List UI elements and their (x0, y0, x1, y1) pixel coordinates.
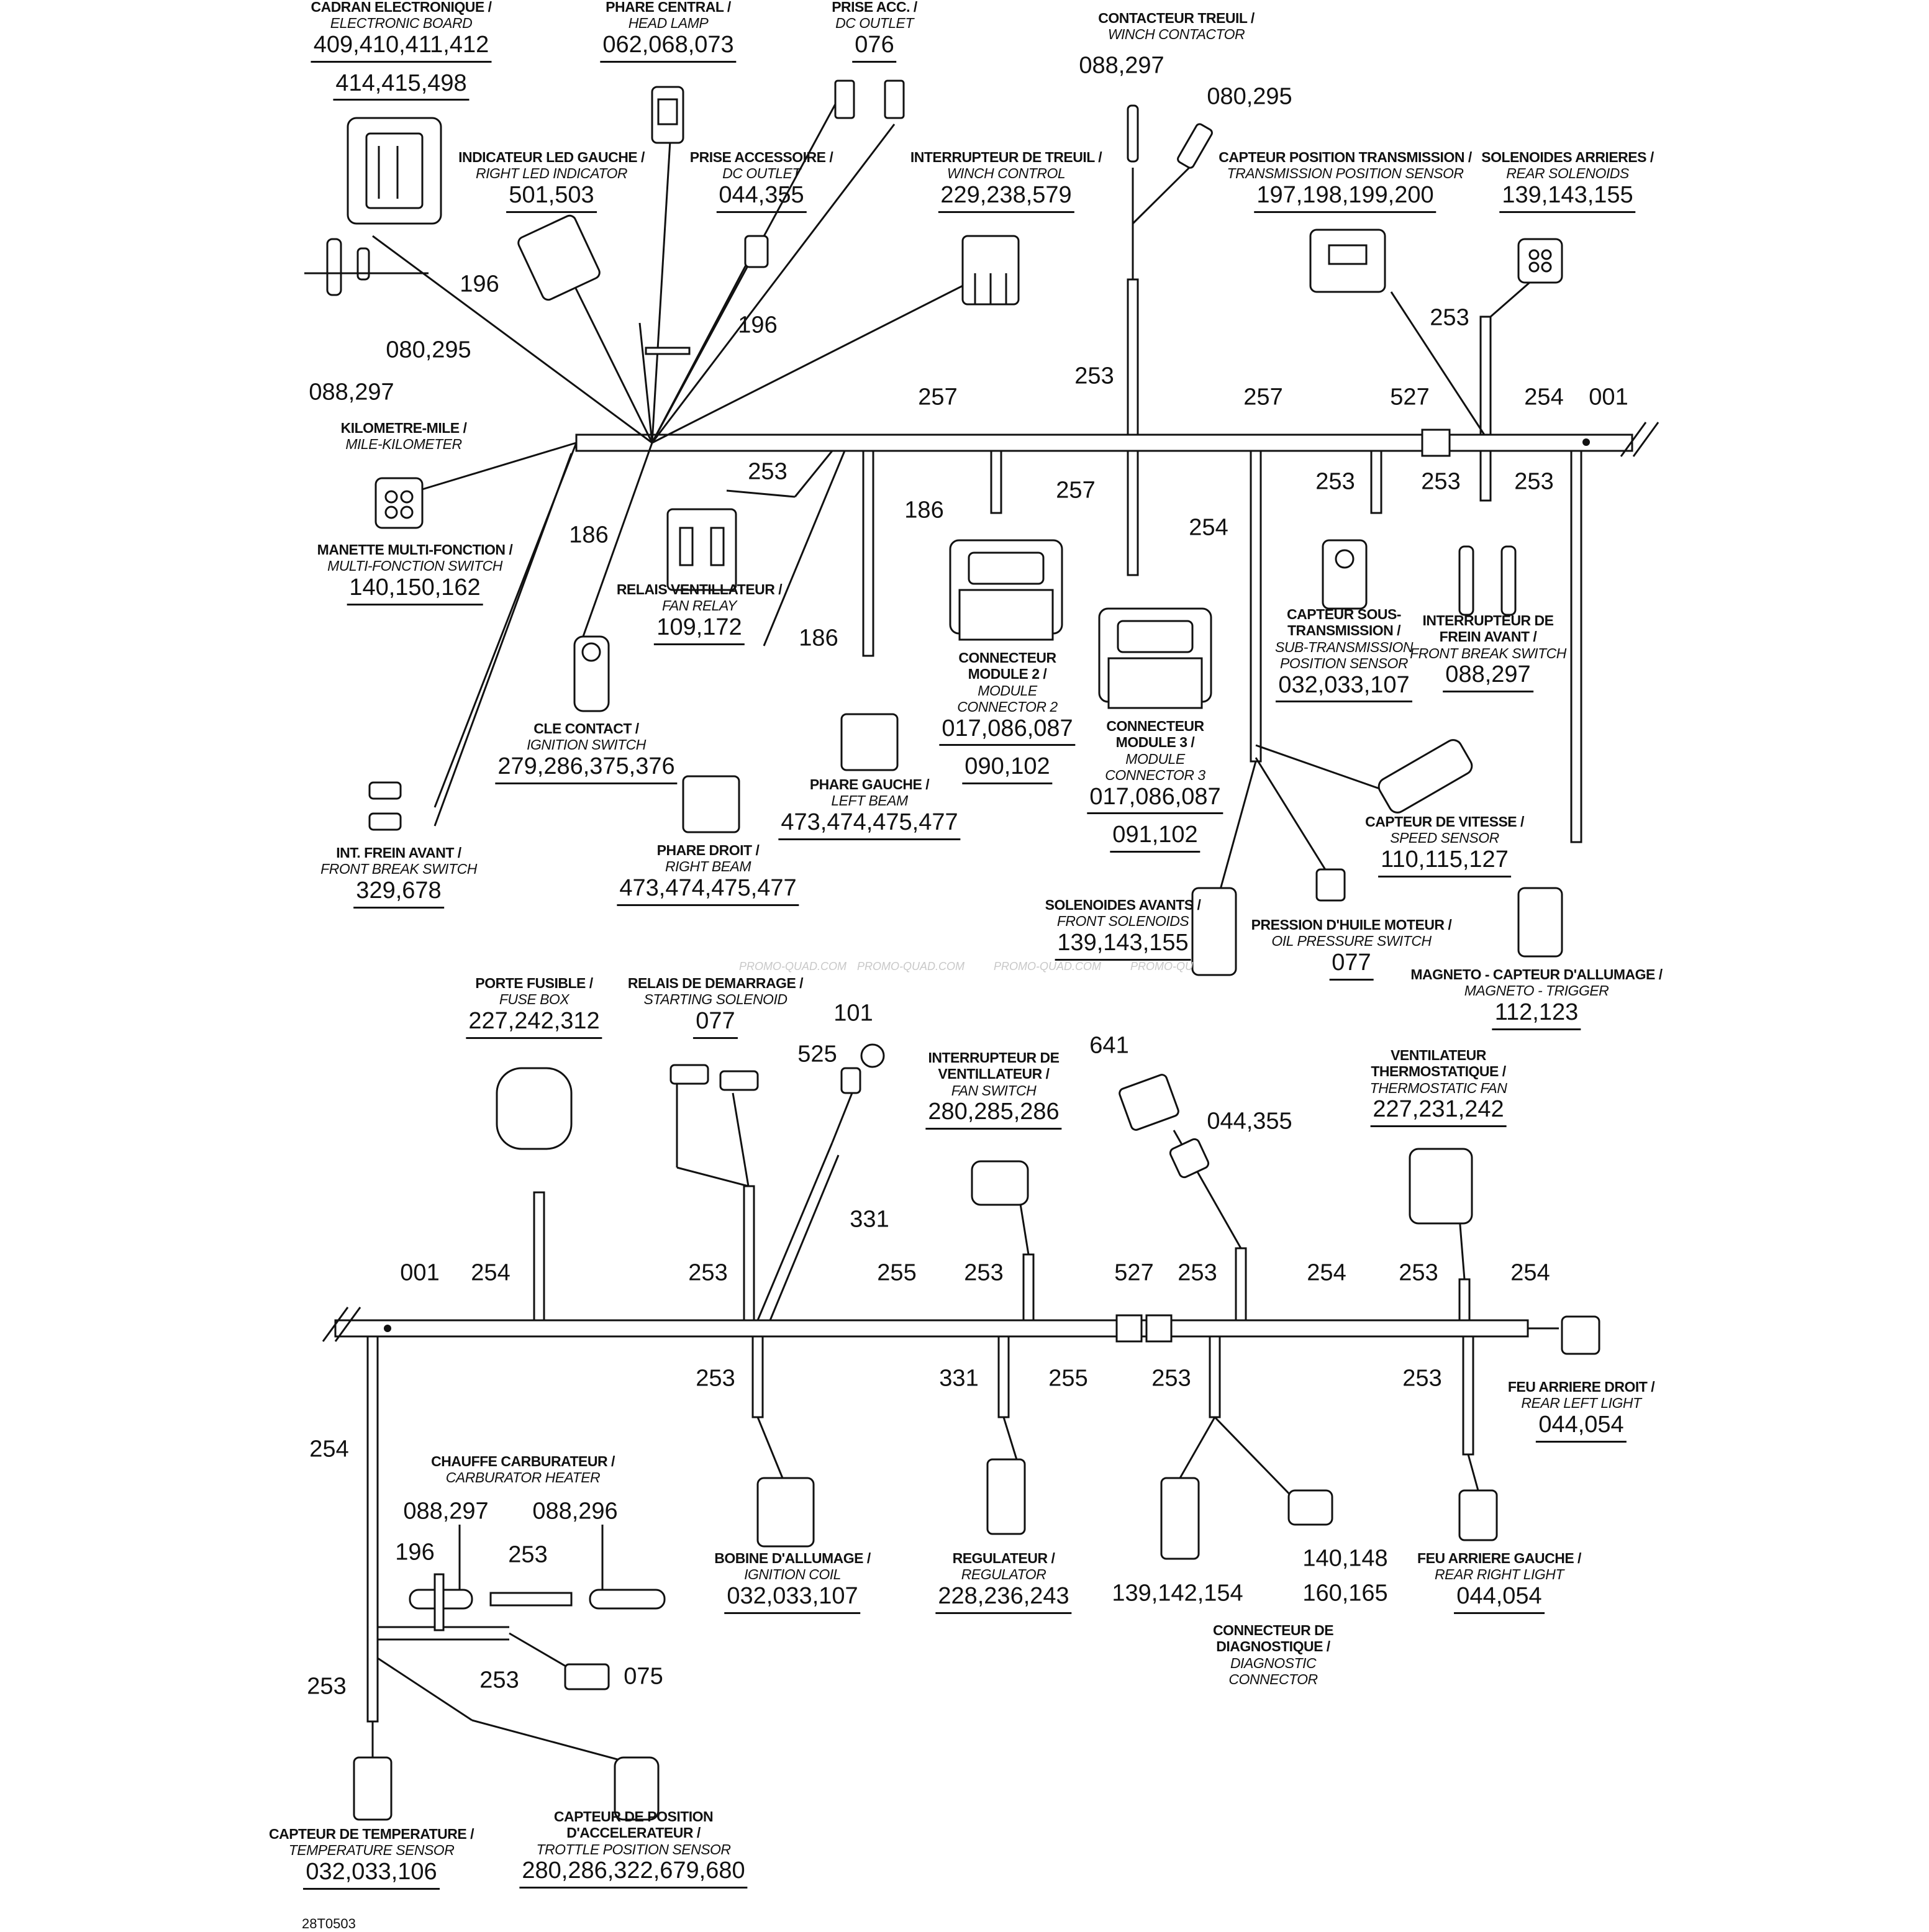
wire-callout: 001 (1589, 384, 1628, 410)
mile-km-connector-icon (376, 478, 422, 528)
front-brake-label (320, 845, 477, 916)
part-number: 044,054 (1454, 1583, 1544, 1614)
label-fr: FEU ARRIERE GAUCHE / (1417, 1550, 1581, 1566)
branch-diag (1210, 1336, 1220, 1417)
label-fr: CONNECTEUR MODULE 3 / (1106, 718, 1204, 751)
fan-switch-label (925, 1050, 1061, 1137)
wire-callout: 331 (850, 1206, 889, 1233)
label-en: OIL PRESSURE SWITCH (1271, 933, 1432, 950)
label-en: FUSE BOX (499, 991, 570, 1008)
label-en: THERMOSTATIC FAN (1369, 1079, 1507, 1096)
label-en: FRONT BREAK SWITCH (320, 861, 477, 878)
part-number: 077 (693, 1008, 737, 1039)
label-en: WINCH CONTACTOR (1107, 26, 1245, 43)
dc-ground-196: 196 (738, 312, 778, 338)
part-number: 091,102 (1110, 822, 1200, 853)
wire-callout: 253 (1421, 468, 1461, 495)
branch-module3 (1128, 451, 1138, 575)
label-fr: PHARE DROIT / (656, 842, 760, 858)
branch-magneto (1571, 451, 1581, 842)
label-en: STARTING SOLENOID (643, 991, 787, 1008)
electronic-board-connector-icon (348, 118, 441, 224)
electronic-board-label (311, 0, 491, 108)
wire-callout: 254 (1307, 1259, 1346, 1286)
trans-position-connector-icon (1310, 230, 1385, 292)
ignition-coil-label (714, 1550, 871, 1621)
wire-callout: 253 (1151, 1365, 1191, 1392)
branch-254-mid (1251, 451, 1261, 761)
part-number: 032,033,107 (1276, 672, 1412, 703)
label-en: TEMPERATURE SENSOR (288, 1842, 455, 1859)
splice-527-lower-a (1117, 1315, 1142, 1341)
wire-callout: 253 (1430, 304, 1469, 331)
branch-sub-trans (1371, 451, 1381, 513)
part-number: 227,242,312 (466, 1008, 602, 1039)
label-fr: CONNECTEUR DE DIAGNOSTIQUE / (1212, 1622, 1334, 1655)
label-fr: INTERRUPTEUR DE FREIN AVANT / (1422, 612, 1554, 645)
left-beam-label (778, 776, 960, 848)
wire-callout: 254 (471, 1259, 511, 1286)
winch-contactor-part-a: 088,297 (1079, 52, 1164, 79)
board-ground-terminals-icon (304, 239, 429, 295)
part-number: 017,086,087 (939, 715, 1075, 746)
diag-connector-b-icon (1289, 1490, 1332, 1525)
led-indicator-connector-icon (516, 214, 601, 302)
part-number: 139,143,155 (1055, 930, 1191, 961)
accessory-outlet-label (690, 149, 833, 220)
wire-callout: 253 (688, 1259, 728, 1286)
label-en: FAN RELAY (662, 597, 737, 614)
wire-callout: 257 (1243, 384, 1283, 410)
part-number: 062,068,073 (600, 32, 736, 63)
lower-main-harness (335, 1320, 1528, 1336)
wire-callout: 253 (479, 1667, 519, 1694)
dc-outlet-terminal-icon (835, 81, 904, 118)
winch-control-label (910, 149, 1102, 220)
label-fr: PRISE ACCESSOIRE / (689, 149, 833, 165)
fuse-box-icon (497, 1068, 571, 1149)
front-brake-terminals-icon (1459, 546, 1515, 615)
label-fr: MAGNETO - CAPTEUR D'ALLUMAGE / (1410, 966, 1663, 982)
branch-fuse-box (534, 1192, 544, 1320)
sub-trans-label (1275, 606, 1413, 710)
label-en: MILE-KILOMETER (345, 436, 462, 453)
label-fr: FEU ARRIERE DROIT / (1507, 1379, 1655, 1395)
label-en: RIGHT LED INDICATOR (476, 165, 627, 182)
label-fr: PRISE ACC. / (832, 0, 917, 15)
front-solenoids-label (1045, 897, 1201, 968)
label-fr: INDICATEUR LED GAUCHE / (458, 149, 645, 165)
label-en: MAGNETO - TRIGGER (1464, 982, 1609, 999)
watermark: PROMO-QUAD.COM (739, 960, 846, 973)
wire-callout: 253 (1074, 363, 1114, 389)
thermo-fan-label (1370, 1047, 1507, 1135)
wire-callout: 253 (307, 1673, 347, 1700)
wire-callout: 641 (1089, 1032, 1129, 1059)
sub-trans-connector-icon (1323, 540, 1366, 609)
fan-relay-label (617, 581, 782, 653)
label-en: IGNITION COIL (744, 1566, 841, 1583)
part-number: 473,474,475,477 (617, 875, 799, 906)
branch-winch-contactor (1128, 279, 1138, 435)
label-fr: CAPTEUR DE VITESSE / (1365, 814, 1524, 830)
carb-heater-label (431, 1453, 615, 1486)
part-number: 077 (1329, 950, 1373, 981)
label-fr: PORTE FUSIBLE / (475, 975, 593, 991)
wire-callout: 253 (748, 458, 787, 485)
ground-dot-001-upper (1582, 438, 1590, 446)
fan-relay-icon (668, 509, 736, 590)
part-number: 414,415,498 (333, 70, 469, 101)
wire-callout: 253 (1514, 468, 1554, 495)
part-number: 032,033,106 (303, 1859, 439, 1890)
label-fr: CAPTEUR DE TEMPERATURE / (268, 1826, 474, 1842)
label-fr: CHAUFFE CARBURATEUR / (431, 1453, 615, 1469)
regulator-label (935, 1550, 1071, 1621)
part-number: 032,033,107 (724, 1583, 860, 1614)
label-en: DC OUTLET (835, 15, 914, 32)
label-fr: CONNECTEUR MODULE 2 / (958, 650, 1056, 683)
label-fr: RELAIS DE DEMARRAGE / (627, 975, 804, 991)
wire-callout: 254 (1510, 1259, 1550, 1286)
ground-dot-001-lower (384, 1325, 391, 1332)
wire-callout: 525 (797, 1041, 837, 1068)
label-fr: RELAIS VENTILLATEUR / (616, 581, 783, 597)
connector-075-icon (565, 1664, 609, 1689)
label-fr: CLE CONTACT / (533, 720, 639, 737)
ignition-switch-connector-icon (574, 637, 609, 711)
diag-part-a: 139,142,154 (1112, 1580, 1243, 1607)
part-number: 109,172 (654, 614, 744, 645)
splice-527-upper (1422, 430, 1450, 456)
right-beam-label (617, 842, 799, 914)
head-lamp-connector-icon (652, 87, 683, 143)
part-number: 229,238,579 (938, 182, 1074, 213)
branch-front-brake (1481, 451, 1491, 501)
connector-641-icon (1118, 1073, 1210, 1179)
speed-sensor-label (1365, 814, 1524, 885)
wire-callout: 254 (1524, 384, 1564, 410)
wire-callout: 255 (1048, 1365, 1088, 1392)
branch-044 (1236, 1248, 1246, 1320)
dc-outlet-label (832, 0, 917, 70)
label-fr: INTERRUPTEUR DE TREUIL / (910, 149, 1102, 165)
label-en: FRONT BREAK SWITCH (1410, 645, 1566, 661)
multi-switch-label (317, 542, 513, 613)
board-ground-196: 196 (460, 271, 499, 297)
part-number: 329,678 (353, 878, 443, 909)
harness-break-mark-upper (1633, 422, 1658, 456)
wire-callout: 196 (395, 1539, 435, 1566)
watermark: PROMO-QUAD.COM (857, 960, 964, 973)
branch-starting-solenoid (744, 1186, 754, 1320)
throttle-sensor-label (519, 1808, 747, 1896)
label-en: FAN SWITCH (951, 1082, 1037, 1099)
starting-solenoid-terminals-icon (671, 1065, 758, 1090)
thermo-fan-connector-icon (1410, 1149, 1472, 1223)
part-number: 112,123 (1492, 999, 1581, 1030)
carb-heater-part-a: 088,297 (403, 1498, 489, 1525)
label-fr: CADRAN ELECTRONIQUE / (311, 0, 492, 15)
wire-callout: 527 (1390, 384, 1430, 410)
label-en: MULTI-FONCTION SWITCH (327, 558, 502, 574)
wire-callout: 254 (1189, 514, 1228, 541)
front-brake-switch-label (1410, 612, 1566, 700)
part-number: 044,054 (1536, 1412, 1626, 1443)
label-fr: VENTILATEUR THERMOSTATIQUE / (1371, 1047, 1506, 1080)
drawing-code: 28T0503 (302, 1916, 356, 1931)
part-number: 228,236,243 (935, 1583, 1071, 1614)
module3-label (1087, 718, 1223, 860)
part-number: 017,086,087 (1087, 784, 1223, 815)
accessory-outlet-connector-icon (745, 236, 768, 267)
label-en: IGNITION SWITCH (527, 737, 646, 753)
part-number: 227,231,242 (1370, 1096, 1506, 1127)
label-en: CARBURATOR HEATER (445, 1469, 601, 1486)
part-number: 279,286,375,376 (495, 753, 677, 784)
label-en: RIGHT BEAM (665, 858, 751, 875)
wire-callout: 186 (799, 625, 838, 651)
branch-ignition-coil (753, 1336, 763, 1417)
label-fr: PRESSION D'HUILE MOTEUR / (1251, 917, 1452, 933)
module2-label (939, 650, 1075, 792)
left-beam-connector-icon (842, 714, 897, 770)
label-en: DC OUTLET (722, 165, 801, 182)
board-ground-080: 080,295 (386, 337, 471, 363)
branch-regulator (999, 1336, 1009, 1417)
wire-callout: 253 (1315, 468, 1355, 495)
label-en: SUB-TRANSMISSION POSITION SENSOR (1274, 638, 1414, 672)
wire-callout: 253 (508, 1541, 548, 1568)
label-fr: REGULATEUR / (952, 1550, 1055, 1566)
wire-callout: 331 (939, 1365, 979, 1392)
branch-254-lower (368, 1336, 378, 1721)
label-en: FRONT SOLENOIDS (1056, 913, 1189, 930)
wire-callout: 257 (1056, 477, 1096, 504)
label-fr: CAPTEUR SOUS- TRANSMISSION / (1287, 606, 1401, 639)
label-en: DIAGNOSTIC CONNECTOR (1228, 1654, 1318, 1688)
wire-callout: 253 (1399, 1259, 1438, 1286)
part-number: 090,102 (962, 753, 1052, 784)
regulator-connector-icon (987, 1459, 1025, 1534)
branch-thermo-fan (1459, 1279, 1469, 1320)
speed-sensor-connector-icon (1376, 737, 1475, 816)
label-en: REAR LEFT LIGHT (1521, 1395, 1641, 1412)
oil-pressure-connector-icon (1317, 869, 1345, 900)
magneto-label (1410, 966, 1662, 1038)
part-number: 110,115,127 (1378, 846, 1511, 878)
wire-callout: 001 (400, 1259, 440, 1286)
fan-switch-connector-icon (972, 1161, 1028, 1205)
part-number: 076 (852, 32, 896, 63)
label-en: WINCH CONTROL (946, 165, 1066, 182)
label-fr: PHARE CENTRAL / (606, 0, 731, 15)
wire-callout: 255 (877, 1259, 917, 1286)
rear-left-light-label (1508, 1379, 1654, 1450)
diag-part-b2: 160,165 (1302, 1580, 1388, 1607)
label-en: SPEED SENSOR (1390, 830, 1499, 846)
module2-connector-icon (950, 540, 1062, 640)
label-en: TRANSMISSION POSITION SENSOR (1227, 165, 1464, 182)
branch-module2 (991, 451, 1001, 513)
wire-callout: 101 (833, 1000, 873, 1027)
rear-right-light-connector-icon (1459, 1490, 1497, 1540)
label-fr: CAPTEUR DE POSITION D'ACCELERATEUR / (553, 1808, 714, 1841)
part-number: 280,286,322,679,680 (519, 1857, 747, 1889)
rear-solenoids-connector-icon (1518, 239, 1562, 283)
wire-callout: 253 (1178, 1259, 1217, 1286)
wire-callout: 186 (904, 497, 944, 524)
trans-position-label (1219, 149, 1471, 220)
label-fr: INTERRUPTEUR DE VENTILLATEUR / (928, 1050, 1060, 1082)
temp-sensor-label (269, 1826, 474, 1897)
label-en: REGULATOR (961, 1566, 1046, 1583)
splice-527-lower-b (1146, 1315, 1171, 1341)
starting-solenoid-label (628, 975, 803, 1046)
right-beam-connector-icon (683, 776, 739, 832)
part-number: 140,150,162 (347, 574, 483, 605)
winch-contactor-terminal-icon (1128, 106, 1214, 169)
temp-sensor-connector-icon (354, 1757, 391, 1820)
magneto-connector-icon (1518, 888, 1562, 956)
branch-186-a (863, 451, 873, 656)
label-fr: BOBINE D'ALLUMAGE / (714, 1550, 871, 1566)
front-brake-spade-icon (370, 782, 401, 830)
part-number: 473,474,475,477 (778, 809, 960, 840)
wire-callout: 253 (1402, 1365, 1442, 1392)
label-fr: SOLENOIDES ARRIERES / (1481, 149, 1654, 165)
branch-rear-sol (1481, 317, 1491, 435)
part-number: 044,355 (716, 182, 806, 213)
module3-connector-icon (1099, 609, 1211, 708)
part-number: 088,297 (1443, 661, 1533, 692)
part-number: 409,410,411,412 (311, 32, 491, 63)
label-en: MODULE CONNECTOR 2 (957, 682, 1058, 715)
winch-control-connector-icon (963, 236, 1019, 304)
carb-heater-icon (410, 1574, 665, 1630)
diag-part-b1: 140,148 (1302, 1545, 1388, 1572)
label-en: LEFT BEAM (831, 792, 908, 809)
label-en: MODULE CONNECTOR 3 (1105, 750, 1205, 784)
winch-contactor-part-b: 080,295 (1207, 83, 1292, 110)
rear-right-light-label (1417, 1550, 1581, 1621)
rear-left-light-connector-icon (1562, 1317, 1599, 1354)
winch-contactor-label (1098, 10, 1255, 43)
label-en: REAR SOLENOIDS (1506, 165, 1629, 182)
wire-callout: 254 (309, 1436, 349, 1463)
label-fr: MANETTE MULTI-FONCTION / (317, 542, 513, 558)
head-lamp-label (600, 0, 736, 70)
wire-callout: 186 (569, 522, 609, 548)
branch-rear-right-light (1463, 1336, 1473, 1454)
label-en: REAR RIGHT LIGHT (1435, 1566, 1564, 1583)
label-fr: SOLENOIDES AVANTS / (1045, 897, 1201, 913)
watermark: PROMO-QUAD.COM (994, 960, 1101, 973)
branch-fan-switch (1024, 1254, 1033, 1320)
dc-ground-bolt-icon (646, 348, 689, 354)
wire-callout: 257 (918, 384, 958, 410)
label-fr: CONTACTEUR TREUIL / (1098, 10, 1255, 26)
label-fr: KILOMETRE-MILE / (340, 420, 467, 436)
label-fr: INT. FREIN AVANT / (336, 845, 461, 861)
ignition-coil-connector-icon (758, 1478, 814, 1546)
led-indicator-label (458, 149, 645, 220)
diag-connector-a-icon (1161, 1478, 1199, 1559)
label-en: TROTTLE POSITION SENSOR (536, 1841, 731, 1857)
carb-heater-part-b: 088,296 (532, 1498, 618, 1525)
wire-callout: 253 (696, 1365, 735, 1392)
part-number: 197,198,199,200 (1254, 182, 1436, 213)
part-number: 501,503 (506, 182, 596, 213)
mile-km-label (341, 420, 467, 453)
part-number: 280,285,286 (925, 1099, 1061, 1130)
wire-callout: 527 (1114, 1259, 1154, 1286)
wire-callout: 075 (624, 1663, 663, 1690)
label-fr: CAPTEUR POSITION TRANSMISSION / (1219, 149, 1472, 165)
diag-connector-label (1213, 1622, 1333, 1688)
part-number: 139,143,155 (1499, 182, 1635, 213)
board-ground-088: 088,297 (309, 379, 394, 406)
ignition-switch-label (495, 720, 677, 792)
label-fr: PHARE GAUCHE / (809, 776, 930, 792)
wire-callout: 253 (964, 1259, 1004, 1286)
label-en: ELECTRONIC BOARD (330, 15, 473, 32)
watermark: PROMO-QU (1130, 960, 1193, 973)
upper-main-harness (576, 435, 1632, 451)
rear-solenoids-label (1481, 149, 1653, 220)
fuse-box-label (466, 975, 602, 1046)
label-en: HEAD LAMP (628, 15, 709, 32)
wire-callout: 044,355 (1207, 1108, 1292, 1135)
ring-terminal-101-icon (842, 1045, 884, 1093)
